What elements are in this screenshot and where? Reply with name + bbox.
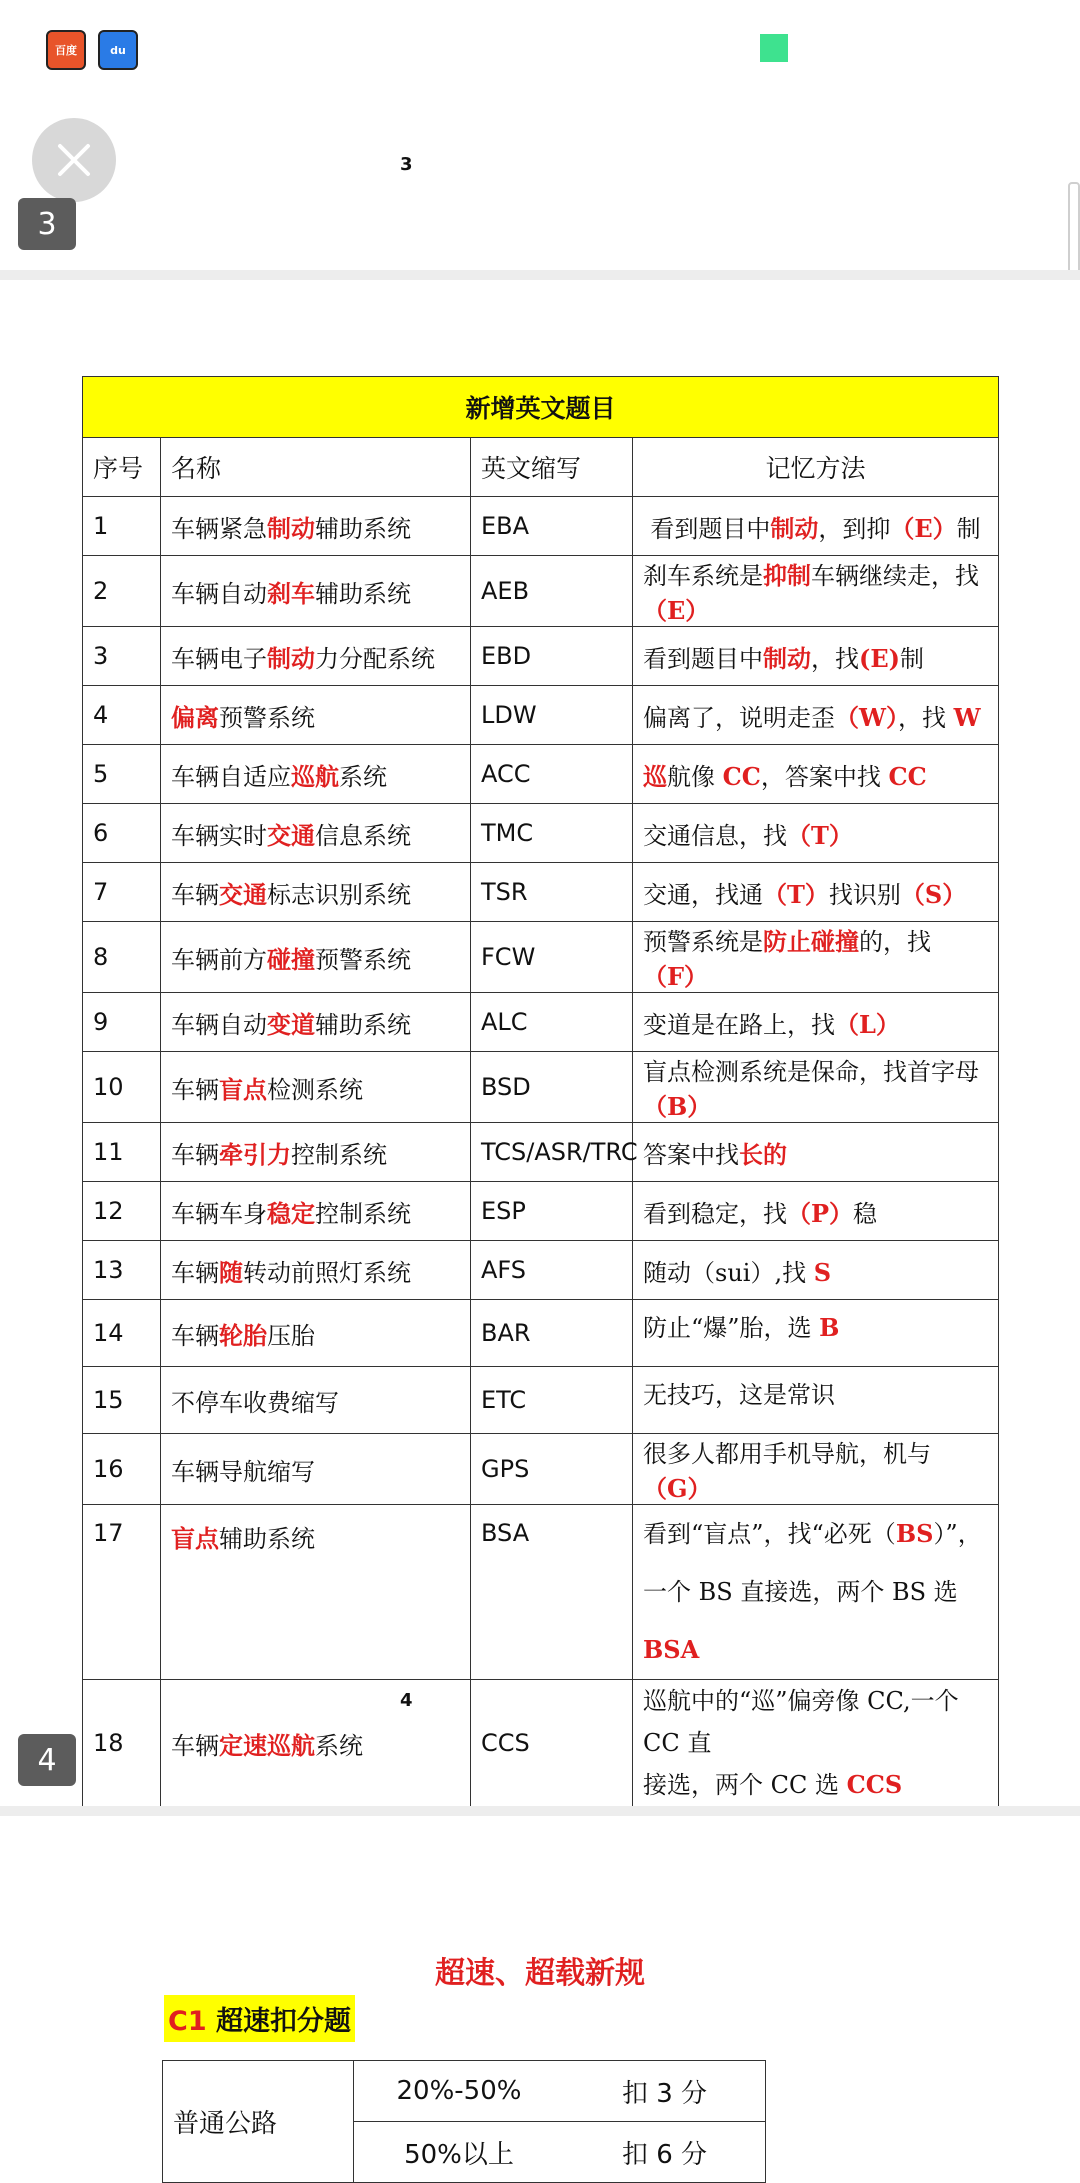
row-no: 13 xyxy=(83,1241,161,1300)
row-name: 车辆自适应巡航系统 xyxy=(161,745,471,804)
row-abbr: TCS/ASR/TRC xyxy=(471,1123,633,1182)
table-row xyxy=(83,993,999,1052)
row-no: 7 xyxy=(83,863,161,922)
row-name: 车辆前方碰撞预警系统 xyxy=(161,922,471,993)
page-badge-3[interactable]: 3 xyxy=(18,198,76,250)
table-row xyxy=(83,1182,999,1241)
section-title: 超速、超载新规 xyxy=(435,1956,645,1991)
row-no: 6 xyxy=(83,804,161,863)
row-name: 车辆交通标志识别系统 xyxy=(161,863,471,922)
row-memo: 预警系统是防止碰撞的，找（F） xyxy=(633,922,999,993)
row-no: 15 xyxy=(83,1367,161,1434)
row-no: 11 xyxy=(83,1123,161,1182)
row-name: 车辆电子制动力分配系统 xyxy=(161,627,471,686)
table-row xyxy=(83,1052,999,1123)
row-abbr: ALC xyxy=(471,993,633,1052)
row-memo: 偏离了，说明走歪（W），找 W xyxy=(633,686,999,745)
close-button[interactable] xyxy=(32,118,116,202)
row-no: 4 xyxy=(83,686,161,745)
c1-heading: C1 超速扣分题 xyxy=(164,1995,355,2042)
table-row xyxy=(83,745,999,804)
row-memo: 巡航中的“巡”偏旁像 CC,一个 CC 直 接选，两个 CC 选 CCS xyxy=(633,1680,999,1807)
row-no: 16 xyxy=(83,1434,161,1505)
page-divider xyxy=(0,1806,1080,1816)
row-memo: 防止“爆”胎，选 B xyxy=(633,1300,999,1367)
speed-range: 50%以上 xyxy=(354,2122,565,2183)
row-name: 车辆自动刹车辅助系统 xyxy=(161,556,471,627)
row-abbr: BAR xyxy=(471,1300,633,1367)
row-abbr: BSA xyxy=(471,1505,633,1680)
row-memo: 无技巧，这是常识 xyxy=(633,1367,999,1434)
table-row xyxy=(83,1367,999,1434)
header-no: 序号 xyxy=(83,438,161,497)
row-abbr: ETC xyxy=(471,1367,633,1434)
row-memo: 刹车系统是抑制车辆继续走，找（E） xyxy=(633,556,999,627)
row-no: 17 xyxy=(83,1505,161,1680)
row-memo: 看到题目中制动，到抑（E）制 xyxy=(633,497,999,556)
table-row xyxy=(83,1505,999,1680)
row-abbr: GPS xyxy=(471,1434,633,1505)
row-memo: 交通信息，找（T） xyxy=(633,804,999,863)
baidu-app-icon[interactable] xyxy=(46,30,86,70)
row-no: 12 xyxy=(83,1182,161,1241)
row-abbr: BSD xyxy=(471,1052,633,1123)
road-type: 普通公路 xyxy=(163,2061,354,2183)
speed-range: 20%-50% xyxy=(354,2061,565,2122)
row-abbr: AFS xyxy=(471,1241,633,1300)
row-abbr: AEB xyxy=(471,556,633,627)
table-row xyxy=(83,922,999,993)
table-row xyxy=(83,863,999,922)
page-divider xyxy=(0,270,1080,280)
icon2-label: du xyxy=(110,43,126,57)
row-abbr: LDW xyxy=(471,686,633,745)
row-name: 不停车收费缩写 xyxy=(161,1367,471,1434)
header-memo: 记忆方法 xyxy=(633,438,999,497)
table-row xyxy=(83,1300,999,1367)
speeding-penalty-table xyxy=(162,2060,766,2183)
status-indicator xyxy=(760,34,788,62)
du-app-icon[interactable] xyxy=(98,30,138,70)
row-no: 18 xyxy=(83,1680,161,1807)
page-badge-4[interactable]: 4 xyxy=(18,1734,76,1786)
row-memo: 很多人都用手机导航，机与（G） xyxy=(633,1434,999,1505)
row-memo: 随动（sui）,找 S xyxy=(633,1241,999,1300)
row-abbr: FCW xyxy=(471,922,633,993)
row-memo: 巡航像 CC，答案中找 CC xyxy=(633,745,999,804)
row-name: 偏离预警系统 xyxy=(161,686,471,745)
row-memo: 看到题目中制动，找(E)制 xyxy=(633,627,999,686)
row-name: 车辆定速巡航系统 xyxy=(161,1680,471,1807)
row-name: 车辆车身稳定控制系统 xyxy=(161,1182,471,1241)
table-row xyxy=(83,686,999,745)
row-name: 车辆自动变道辅助系统 xyxy=(161,993,471,1052)
page-number-4: 4 xyxy=(400,1690,413,1711)
header-name: 名称 xyxy=(161,438,471,497)
row-name: 车辆盲点检测系统 xyxy=(161,1052,471,1123)
row-no: 2 xyxy=(83,556,161,627)
table-row xyxy=(83,1241,999,1300)
table-title: 新增英文题目 xyxy=(83,377,999,438)
row-name: 盲点辅助系统 xyxy=(161,1505,471,1680)
row-memo: 看到“盲点”，找“必死（BS）”， 一个 BS 直接选，两个 BS 选 BSA xyxy=(633,1505,999,1680)
row-name: 车辆紧急制动辅助系统 xyxy=(161,497,471,556)
scrollbar-handle[interactable] xyxy=(1068,182,1080,276)
row-abbr: ESP xyxy=(471,1182,633,1241)
row-name: 车辆实时交通信息系统 xyxy=(161,804,471,863)
table-row xyxy=(83,1680,999,1807)
row-memo: 看到稳定，找（P）稳 xyxy=(633,1182,999,1241)
row-no: 5 xyxy=(83,745,161,804)
row-name: 车辆牵引力控制系统 xyxy=(161,1123,471,1182)
close-icon xyxy=(54,140,94,180)
row-abbr: EBA xyxy=(471,497,633,556)
row-memo: 答案中找长的 xyxy=(633,1123,999,1182)
row-abbr: EBD xyxy=(471,627,633,686)
row-name: 车辆轮胎压胎 xyxy=(161,1300,471,1367)
table-row xyxy=(83,804,999,863)
table-row xyxy=(83,627,999,686)
row-memo: 变道是在路上，找（L） xyxy=(633,993,999,1052)
icon1-label: 百度 xyxy=(55,44,77,57)
table-row xyxy=(83,556,999,627)
penalty: 扣 3 分 xyxy=(564,2061,766,2122)
penalty: 扣 6 分 xyxy=(564,2122,766,2183)
row-abbr: ACC xyxy=(471,745,633,804)
row-name: 车辆导航缩写 xyxy=(161,1434,471,1505)
row-no: 9 xyxy=(83,993,161,1052)
row-abbr: TMC xyxy=(471,804,633,863)
row-no: 14 xyxy=(83,1300,161,1367)
table-row xyxy=(83,1123,999,1182)
page-number-3: 3 xyxy=(400,154,413,175)
table-row xyxy=(83,1434,999,1505)
english-abbreviation-table xyxy=(82,376,999,1807)
table-row xyxy=(83,497,999,556)
row-no: 8 xyxy=(83,922,161,993)
row-abbr: TSR xyxy=(471,863,633,922)
row-name: 车辆随转动前照灯系统 xyxy=(161,1241,471,1300)
row-no: 10 xyxy=(83,1052,161,1123)
row-no: 1 xyxy=(83,497,161,556)
row-abbr: CCS xyxy=(471,1680,633,1807)
row-memo: 交通，找通（T）找识别（S） xyxy=(633,863,999,922)
header-abbr: 英文缩写 xyxy=(471,438,633,497)
row-memo: 盲点检测系统是保命，找首字母（B） xyxy=(633,1052,999,1123)
row-no: 3 xyxy=(83,627,161,686)
